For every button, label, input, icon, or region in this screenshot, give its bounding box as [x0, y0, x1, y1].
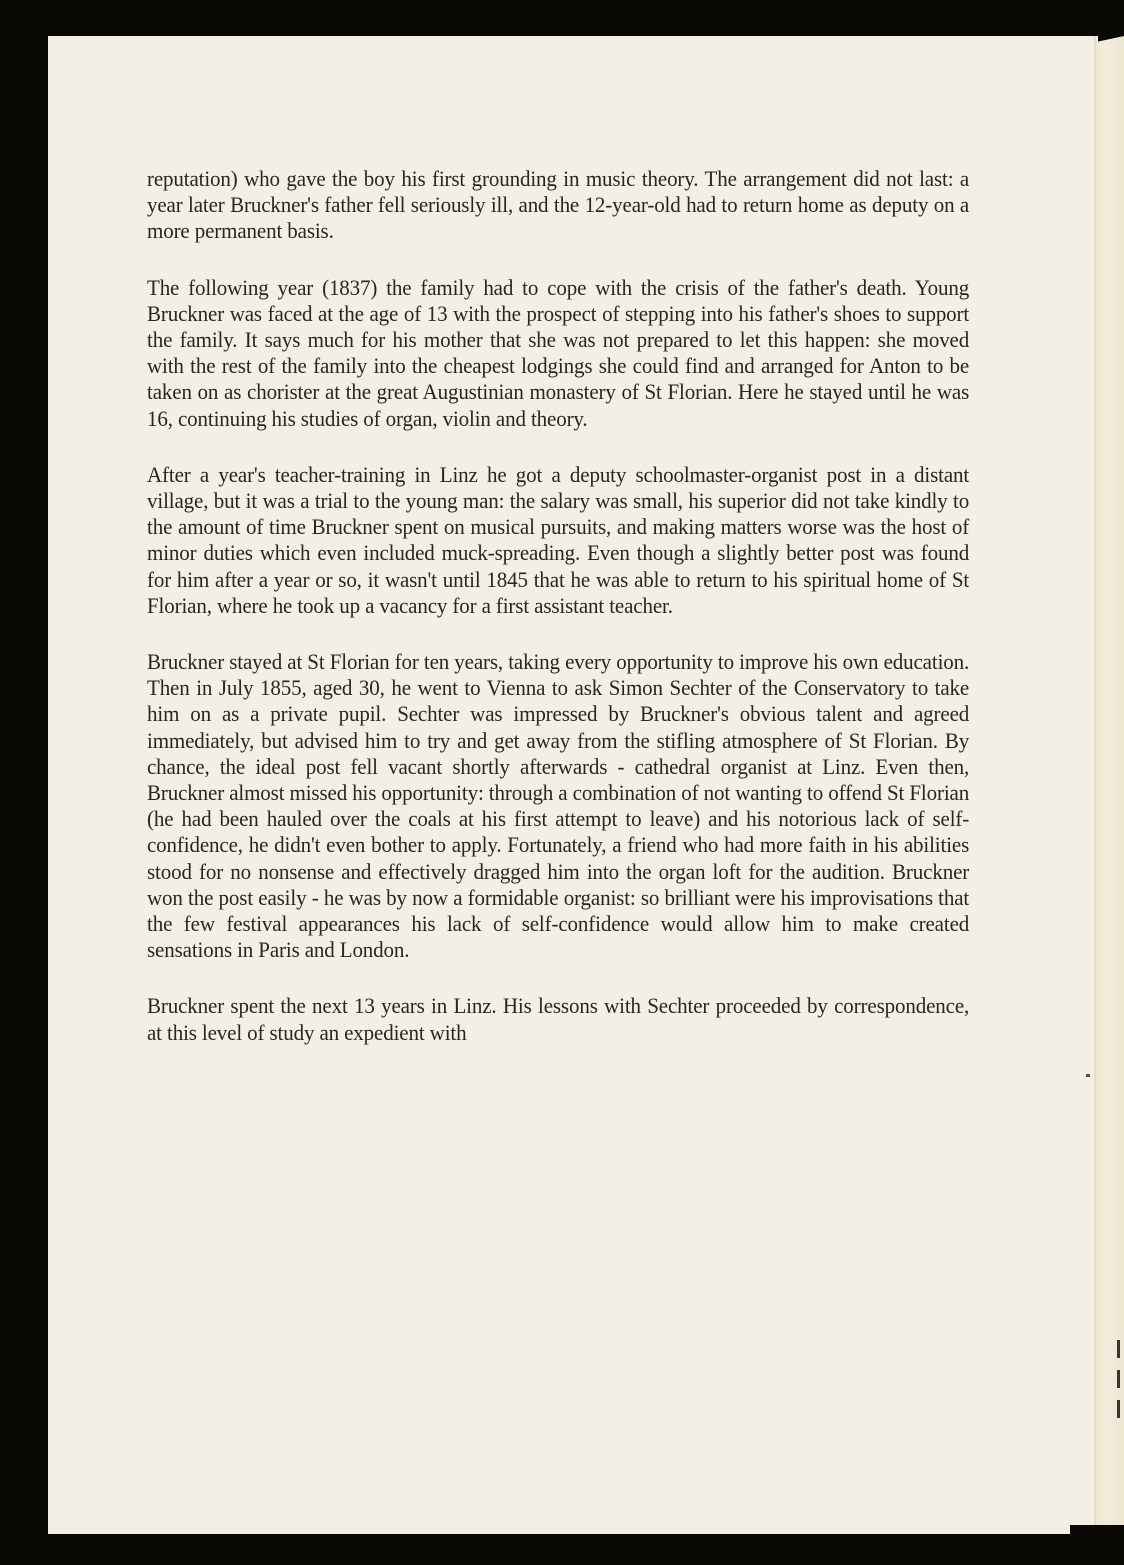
adjacent-page-text-fragments	[1117, 1340, 1124, 1460]
text-fragment	[1117, 1400, 1120, 1418]
page-speck	[1086, 1074, 1090, 1077]
paragraph-5: Bruckner spent the next 13 years in Linz. His lessons with Sechter proceeded by correspondence, at this level of study an expedient with	[147, 993, 970, 1045]
text-fragment	[1117, 1370, 1120, 1388]
paragraph-2: The following year (1837) the family had to cope with the crisis of the father's death. Young Bruckner was faced at the age of 13 with the prospect of stepping into his father's shoes to support the family. It says much for his mother that she was not prepared to let this happen: she moved with the rest of the family into the cheapest lodgings she could find and arranged for Anton to be taken on as chorister at the great Augustinian monastery of St Florian. Here he stayed until he was 16, continuing his studies of organ, violin and theory.	[147, 274, 970, 431]
paragraph-3: After a year's teacher-training in Linz he got a deputy schoolmaster-organist post in a distant village, but it was a trial to the young man: the salary was small, his superior did not take kindly to the amount of time Bruckner spent on musical pursuits, and making matters worse was the host of minor duties which even included muck-spreading. Even though a slightly better post was found for him after a year or so, it wasn't until 1845 that he was able to return to his spiritual home of St Florian, where he took up a vacancy for a first assistant teacher.	[147, 461, 970, 618]
body-text	[147, 166, 969, 1076]
text-fragment	[1117, 1340, 1120, 1358]
paragraph-1: reputation) who gave the boy his first grounding in music theory. The arrangement did not last: a year later Bruckner's father fell seriously ill, and the 12-year-old had to return home as deputy on a more permanent basis.	[147, 166, 970, 244]
page-fold-line	[1094, 36, 1096, 1536]
scan-background-bottom	[1070, 1525, 1124, 1565]
paragraph-4: Bruckner stayed at St Florian for ten years, taking every opportunity to improve his own education. Then in July 1855, aged 30, he went to Vienna to ask Simon Sechter of the Conservatory to take him on as a private pupil. Sechter was impressed by Bruckner's obvious talent and agreed immediately, but advised him to try and get away from the stifling atmosphere of St Florian. By chance, the ideal post fell vacant shortly afterwards - cathedral organist at Linz. Even then, Bruckner almost missed his opportunity: through a combination of not wanting to offend St Florian (he had been hauled over the coals at his first attempt to leave) and his notorious lack of self-confidence, he didn't even bother to apply. Fortunately, a friend who had more faith in his abilities stood for no nonsense and effectively dragged him into the organ loft for the audition. Bruckner won the post easily - he was by now a formidable organist: so brilliant were his improvisations that the few festival appearances his lack of self-confidence would allow him to make created sensations in Paris and London.	[147, 649, 970, 963]
adjacent-page-edge	[1096, 36, 1124, 1536]
